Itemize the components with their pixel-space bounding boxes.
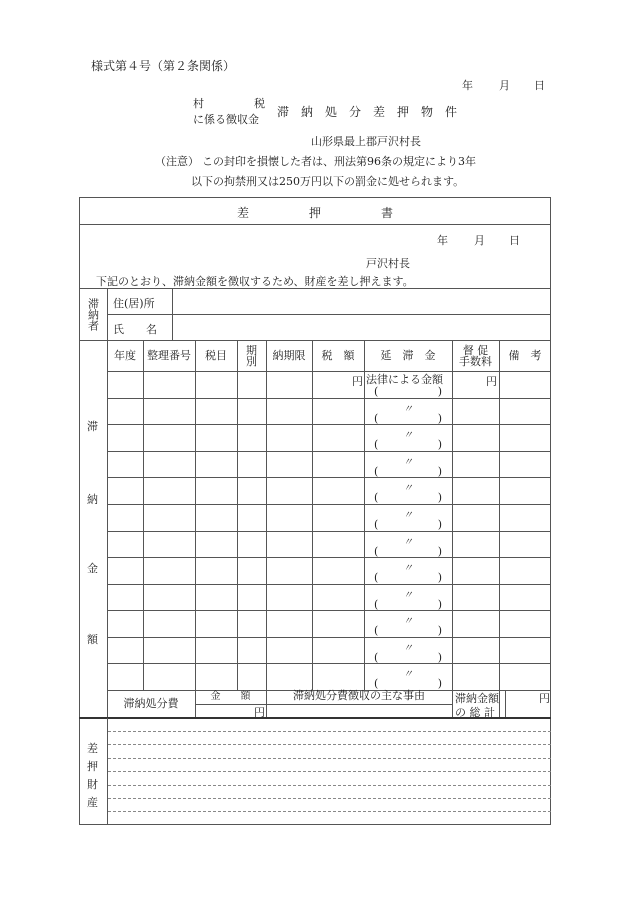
late-fee-cell[interactable] — [364, 584, 452, 611]
paren-close: ) — [437, 624, 442, 637]
amount-side-label-2: 納 — [87, 493, 98, 506]
paren-close: ) — [437, 491, 442, 504]
late-fee-cell[interactable] — [364, 637, 452, 664]
col-header-tax-item: 税目 — [205, 348, 227, 362]
paren-close: ) — [437, 438, 442, 451]
top-date-day: 日 — [534, 79, 545, 92]
paren-close: ) — [437, 545, 442, 558]
doc-date-year: 年 — [437, 234, 448, 247]
late-fee-cell[interactable] — [364, 531, 452, 558]
disposition-cost-label: 滞納処分費 — [123, 697, 179, 711]
late-fee-paren — [364, 491, 452, 503]
late-fee-paren — [364, 465, 452, 477]
late-fee-cell[interactable] — [364, 504, 452, 531]
late-fee-cell[interactable] — [364, 477, 452, 504]
paren-open: ( — [374, 518, 379, 531]
name-field[interactable] — [173, 315, 550, 340]
col-header-fiscal-year: 年度 — [114, 348, 136, 362]
amount-side-label-1: 滞 — [87, 420, 98, 433]
cost-reason-field[interactable] — [267, 705, 451, 717]
divider — [107, 371, 551, 372]
divider — [266, 340, 267, 718]
paren-close: ) — [437, 465, 442, 478]
ditto-mark: 〃 — [403, 643, 413, 654]
divider — [79, 717, 551, 719]
col-header-ref-number: 整理番号 — [147, 348, 191, 362]
row-divider — [107, 424, 551, 425]
amount-side-label-3: 金 — [87, 562, 98, 575]
col-header-tax-amount: 税 額 — [321, 348, 355, 362]
top-date-year: 年 — [462, 79, 473, 92]
divider — [195, 340, 196, 718]
late-fee-paren — [364, 438, 452, 450]
late-fee-paren — [364, 624, 452, 636]
row-divider — [107, 398, 551, 399]
property-side-label-4: 産 — [87, 796, 98, 809]
late-fee-paren — [364, 385, 452, 397]
paren-close: ) — [437, 677, 442, 690]
late-fee-cell[interactable] — [364, 398, 452, 425]
paren-open: ( — [374, 571, 379, 584]
paren-open: ( — [374, 465, 379, 478]
doc-statement: 下記のとおり、滞納金額を徴収するため、財産を差し押えます。 — [96, 275, 414, 288]
property-entry-line[interactable] — [108, 744, 551, 745]
col-header-period: 期 別 — [246, 344, 257, 368]
ditto-mark: 〃 — [403, 404, 413, 415]
amount-side-label-4: 額 — [87, 633, 98, 646]
cost-amount-yen: 円 — [254, 706, 265, 719]
total-label-line-1: 滞納金額 — [455, 692, 499, 705]
ditto-mark: 〃 — [403, 430, 413, 441]
late-fee-cell[interactable] — [364, 610, 452, 637]
name-label: 氏 名 — [113, 323, 157, 336]
paren-close: ) — [437, 385, 442, 398]
property-entry-line[interactable] — [108, 731, 551, 732]
paren-open: ( — [374, 438, 379, 451]
ditto-mark: 〃 — [403, 563, 413, 574]
late-fee-paren — [364, 518, 452, 530]
paren-open: ( — [374, 624, 379, 637]
late-fee-cell[interactable] — [364, 371, 452, 398]
divider — [107, 340, 108, 718]
paren-close: ) — [437, 412, 442, 425]
property-entry-line[interactable] — [108, 771, 551, 772]
cost-reason-label: 滞納処分費徴収の主な事由 — [293, 689, 425, 703]
col-header-remarks: 備 考 — [508, 348, 542, 362]
property-side-label-1: 差 — [87, 742, 98, 755]
late-fee-paren — [364, 651, 452, 663]
row-divider — [107, 557, 551, 558]
row-divider — [107, 637, 551, 638]
property-entry-line[interactable] — [108, 811, 551, 812]
ditto-mark: 〃 — [403, 483, 413, 494]
ditto-mark: 〃 — [403, 537, 413, 548]
property-side-label-3: 財 — [87, 778, 98, 791]
col-header-late-fee: 延 滞 金 — [380, 348, 436, 362]
paren-close: ) — [437, 651, 442, 664]
paren-open: ( — [374, 385, 379, 398]
total-yen: 円 — [539, 692, 550, 705]
late-fee-cell[interactable] — [364, 451, 452, 478]
paren-open: ( — [374, 598, 379, 611]
col-header-dunning-fee: 督 促 手数料 — [459, 344, 492, 368]
notice-line-1: この封印を損懐した者は、刑法第96条の規定により3年 — [202, 155, 476, 168]
document-title: 差 押 書 — [236, 206, 393, 220]
dunning-fee-yen: 円 — [486, 375, 497, 388]
late-fee-paren — [364, 571, 452, 583]
row-divider — [107, 610, 551, 611]
late-fee-paren — [364, 412, 452, 424]
seal-tax-collection: に係る徴収金 — [193, 113, 259, 126]
paren-close: ) — [437, 518, 442, 531]
row-divider — [107, 531, 551, 532]
col-header-due-date: 納期限 — [272, 348, 306, 362]
ditto-mark: 〃 — [403, 616, 413, 627]
late-fee-paren — [364, 677, 452, 689]
doc-date-month: 月 — [474, 234, 485, 247]
row-divider — [107, 663, 551, 664]
delinquent-section-label: 滞納者 — [86, 298, 100, 331]
tax-amount-yen: 円 — [352, 375, 363, 388]
row-divider — [107, 504, 551, 505]
property-side-label-2: 押 — [87, 760, 98, 773]
total-label-line-2: の 総 計 — [455, 706, 495, 719]
paren-close: ) — [437, 571, 442, 584]
address-label: 住(居)所 — [113, 297, 155, 310]
divider — [505, 690, 506, 718]
seal-main-title: 滞 納 処 分 差 押 物 件 — [277, 105, 458, 119]
late-fee-cell[interactable] — [364, 424, 452, 451]
notice-line-2: 以下の拘禁刑又は250万円以下の罰金に処せられます。 — [191, 175, 465, 188]
cost-amount-label: 金 額 — [210, 691, 251, 702]
row-divider — [107, 451, 551, 452]
ditto-mark: 〃 — [403, 669, 413, 680]
paren-open: ( — [374, 412, 379, 425]
late-fee-paren — [364, 545, 452, 557]
property-entry-line[interactable] — [108, 758, 551, 759]
divider — [79, 224, 551, 225]
row-divider — [107, 584, 551, 585]
seal-tax-village: 村 — [193, 97, 204, 110]
paren-open: ( — [374, 545, 379, 558]
late-fee-cell[interactable] — [364, 663, 452, 690]
doc-date-day: 日 — [509, 234, 520, 247]
ditto-mark: 〃 — [403, 510, 413, 521]
late-fee-statutory-label: 法律による金額 — [366, 373, 443, 386]
divider — [499, 340, 500, 718]
seal-issuer: 山形県最上郡戸沢村長 — [311, 135, 421, 148]
ditto-mark: 〃 — [403, 590, 413, 601]
paren-open: ( — [374, 491, 379, 504]
notice-label: （注意） — [155, 155, 199, 168]
form-number: 様式第４号（第２条関係） — [91, 59, 236, 73]
top-date-month: 月 — [499, 79, 510, 92]
doc-issuer: 戸沢村長 — [366, 257, 410, 270]
divider — [452, 340, 453, 718]
row-divider — [107, 477, 551, 478]
ditto-mark: 〃 — [403, 457, 413, 468]
paren-open: ( — [374, 651, 379, 664]
paren-close: ) — [437, 598, 442, 611]
late-fee-paren — [364, 598, 452, 610]
property-entry-line[interactable] — [108, 798, 551, 799]
paren-open: ( — [374, 677, 379, 690]
address-field[interactable] — [173, 289, 550, 314]
seal-tax-tax: 税 — [254, 97, 265, 110]
late-fee-cell[interactable] — [364, 557, 452, 584]
property-entry-line[interactable] — [108, 785, 551, 786]
